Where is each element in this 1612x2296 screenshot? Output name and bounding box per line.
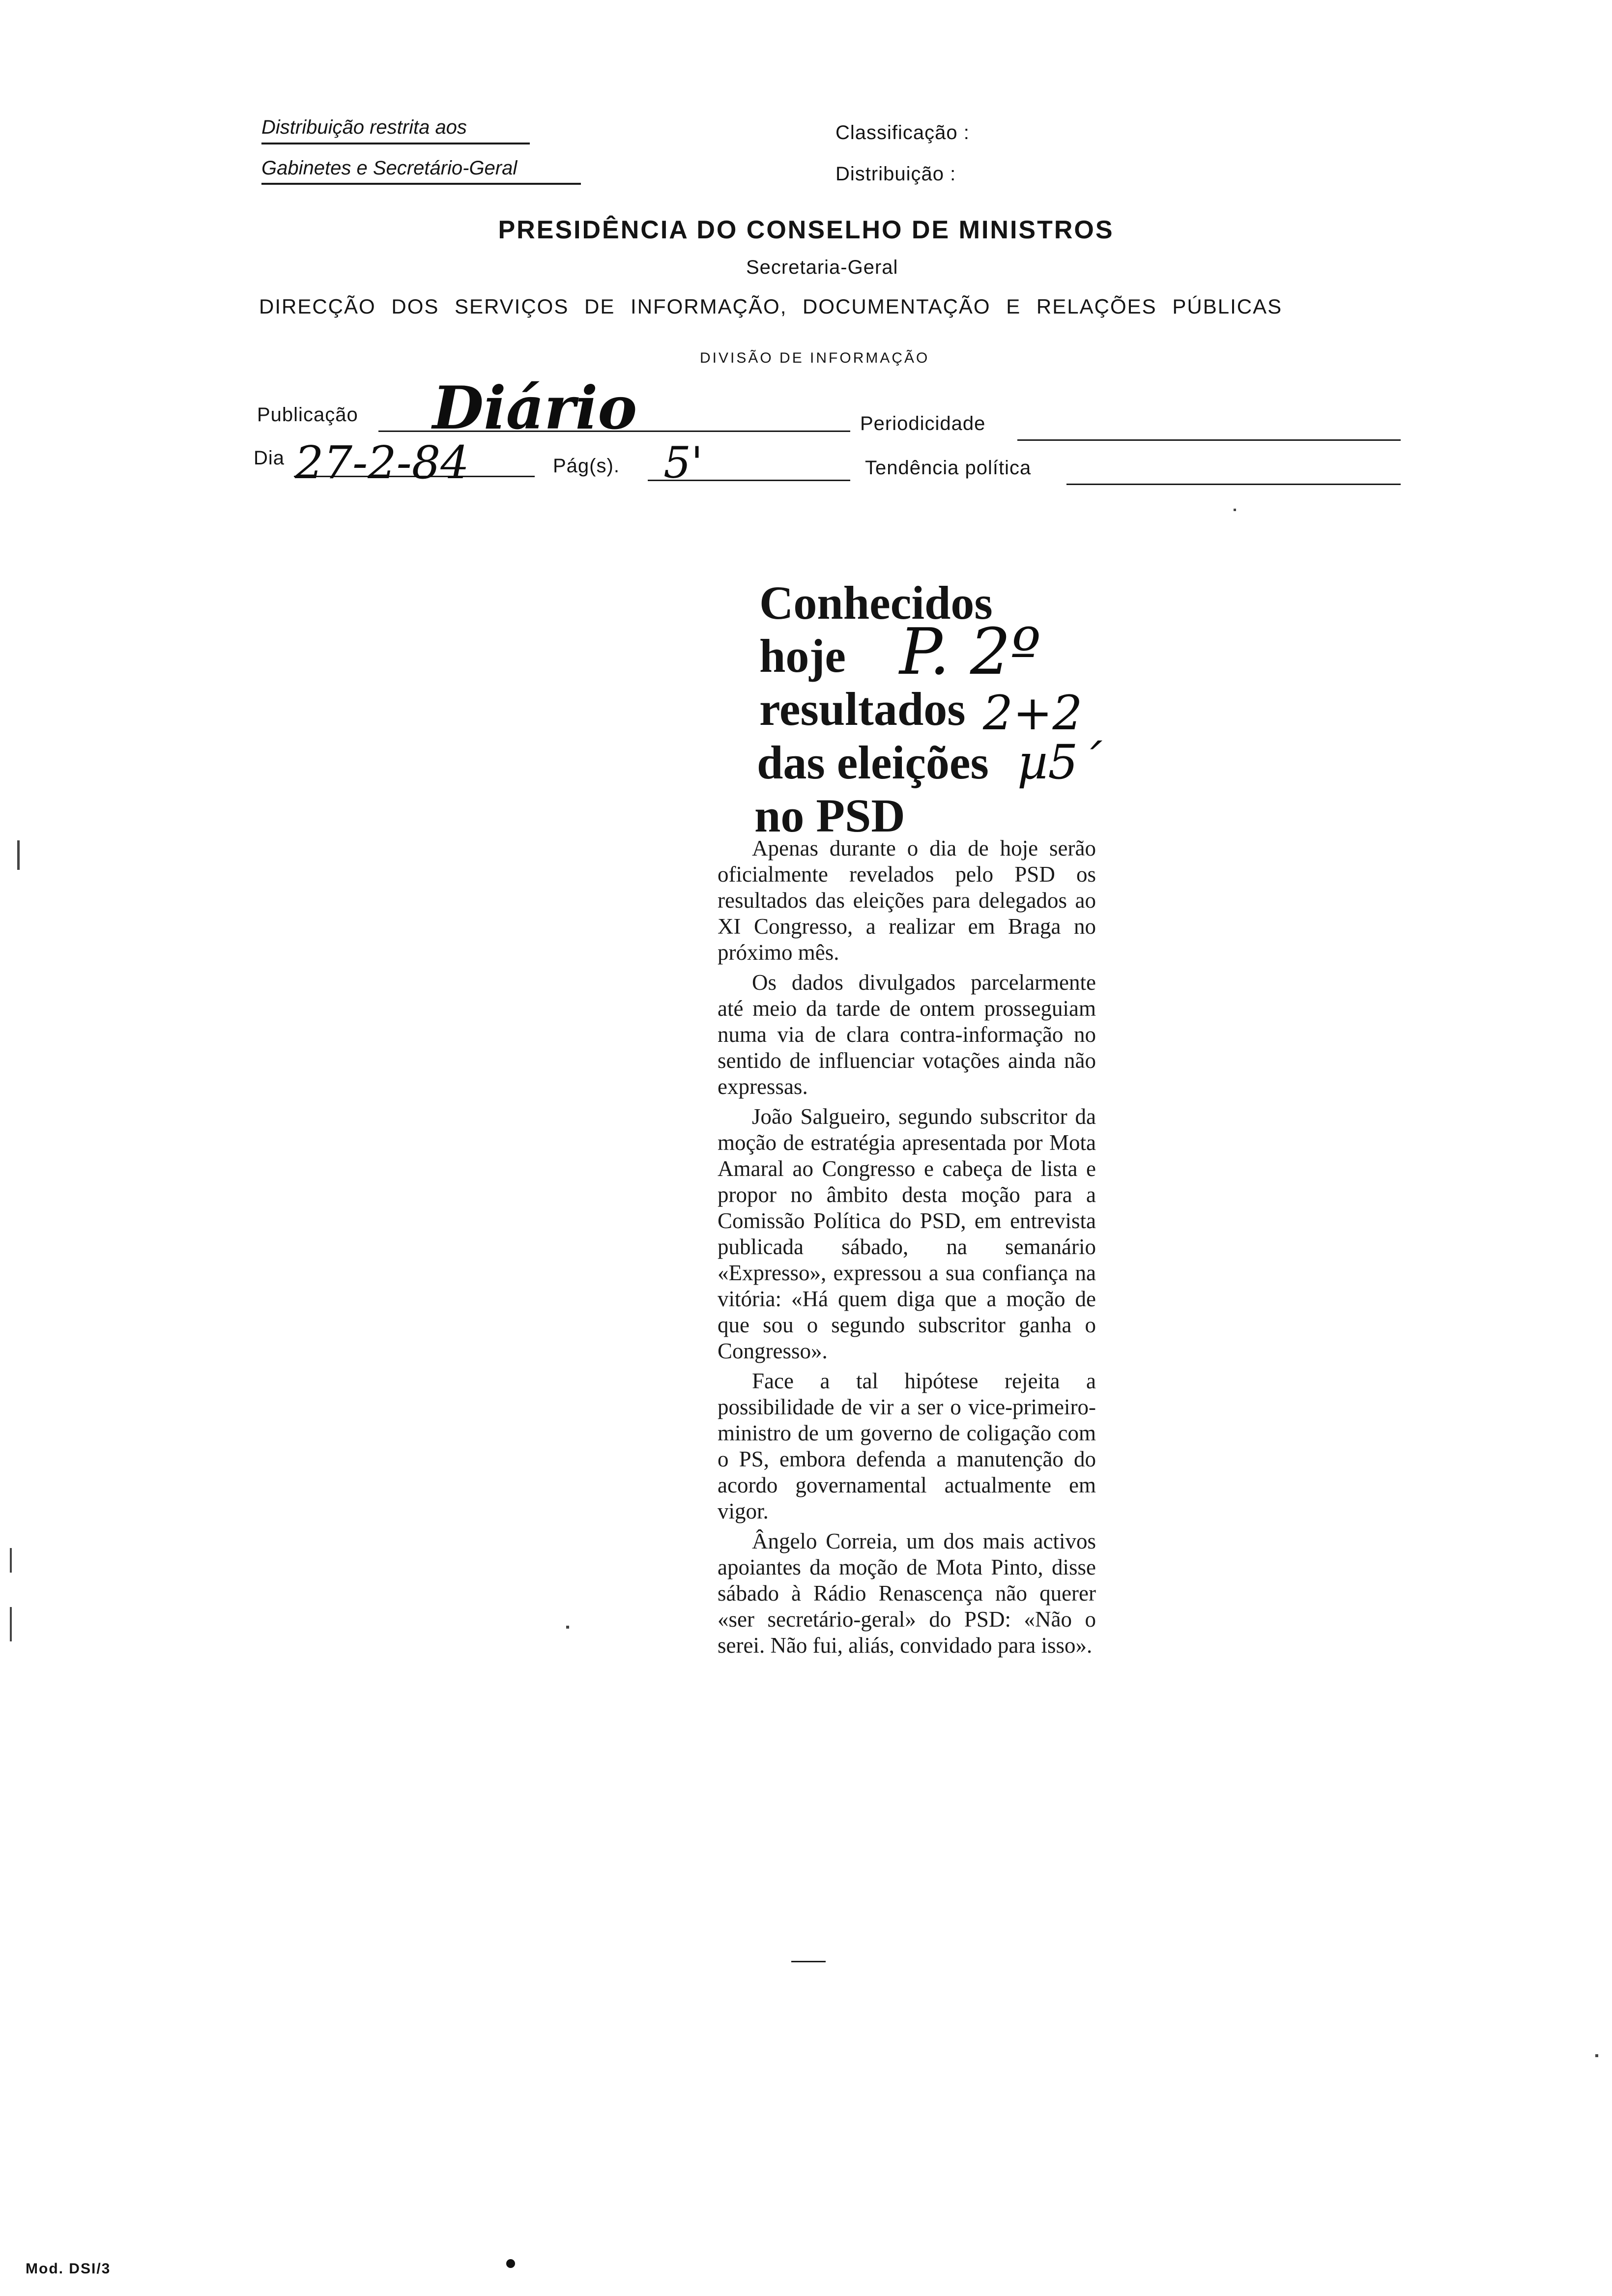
article-end-rule	[791, 1961, 826, 1962]
scan-speck	[566, 1626, 569, 1629]
periodicidade-label: Periodicidade	[860, 413, 986, 434]
tendencia-label: Tendência política	[865, 457, 1032, 479]
scan-speck	[1234, 509, 1236, 511]
article-paragraph-4: Face a tal hipótese rejeita a possibilidade de vir a ser o vice-primeiro-ministro de um governo de coligação com o PS, embora defenda a manutenção do acordo governamental actualmente em vigor.	[718, 1369, 1096, 1523]
pags-handwritten: 5'	[663, 437, 703, 488]
restricted-distribution-line2: Gabinetes e Secretário-Geral	[261, 157, 518, 179]
classificacao-label: Classificação :	[835, 122, 970, 144]
handwritten-annotation-line2: 2+2	[983, 686, 1083, 741]
article-paragraph-5: Ângelo Correia, um dos mais activos apoiantes da moção de Mota Pinto, disse sábado à Rádio Renascença não querer «ser secretário-geral» do PSD: «Não o serei. Não fui, aliás, convidado para isso».	[718, 1529, 1096, 1658]
article-headline-line1: Conhecidos	[759, 576, 993, 629]
pags-label: Pág(s).	[553, 455, 620, 477]
direccao-servicos: DIRECÇÃO DOS SERVIÇOS DE INFORMAÇÃO, DOCUMENTAÇÃO E RELAÇÕES PÚBLICAS	[259, 295, 1283, 318]
publicacao-handwritten: Diário	[432, 373, 637, 443]
article-headline-line5: no PSD	[754, 789, 905, 842]
scan-speck	[1595, 2054, 1598, 2057]
periodicidade-line	[1017, 439, 1401, 441]
restricted-distribution-line1: Distribuição restrita aos	[261, 116, 467, 138]
restricted-underline-1	[261, 143, 530, 144]
handwritten-annotation-line3: µ5´	[1017, 735, 1102, 790]
tendencia-line	[1066, 484, 1401, 485]
article-paragraph-2: Os dados divulgados parcelarmente até meio da tarde de ontem prosseguiam numa via de clara contra-informação no sentido de influenciar votações ainda não expressas.	[718, 970, 1096, 1099]
scan-speck	[10, 1607, 12, 1641]
dia-handwritten: 27-2-84	[295, 436, 469, 489]
article-paragraph-1: Apenas durante o dia de hoje serão oficialmente revelados pelo PSD os resultados das eleições para delegados ao XI Congresso, a realizar em Braga no próximo mês.	[718, 836, 1096, 965]
article-headline-line2: hoje	[759, 630, 846, 682]
dia-label: Dia	[254, 447, 285, 469]
scan-speck	[17, 840, 20, 870]
form-code: Mod. DSI/3	[26, 2261, 111, 2277]
secretaria-geral: Secretaria-Geral	[746, 257, 898, 278]
footer-dot	[506, 2259, 515, 2268]
divisao-informacao: DIVISÃO DE INFORMAÇÃO	[700, 350, 930, 366]
restricted-underline-2	[261, 183, 581, 185]
presidencia-title: PRESIDÊNCIA DO CONSELHO DE MINISTROS	[498, 216, 1114, 244]
article-body	[718, 835, 1096, 1936]
handwritten-annotation-line1: P. 2º	[899, 614, 1041, 689]
article-paragraph-3: João Salgueiro, segundo subscritor da moção de estratégia apresentada por Mota Amaral ao Congresso e cabeça de lista e propor no âmbito desta moção para a Comissão Política do PSD, em entrevista publicada sábado, na semanário «Expresso», expressou a sua confiança na vitória: «Há quem diga que a moção de que sou o segundo subscritor ganha o Congresso».	[718, 1104, 1096, 1363]
distribuicao-label: Distribuição :	[835, 163, 956, 185]
scan-speck	[10, 1548, 12, 1573]
publicacao-label: Publicação	[257, 404, 358, 426]
article-headline-line4: das eleições	[757, 736, 989, 789]
article-headline-line3: resultados	[759, 683, 966, 735]
